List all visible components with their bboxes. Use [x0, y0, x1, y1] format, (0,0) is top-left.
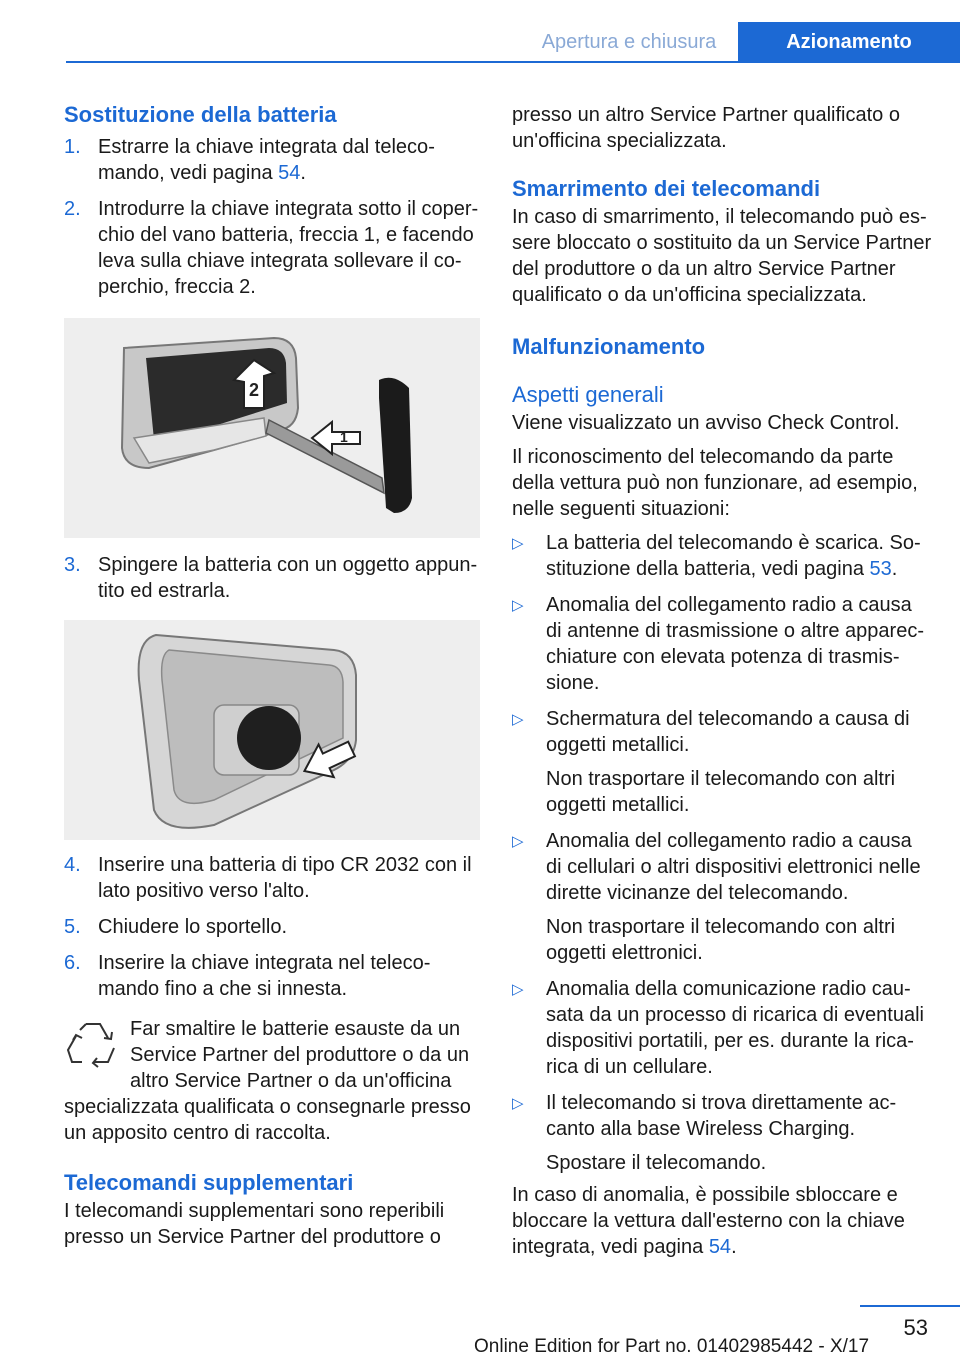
closing-punct: . [731, 1236, 737, 1258]
step-number: 5. [64, 916, 81, 938]
bullet-text: Il telecomando si trova direttamente accanto alla base Wireless Charging. [546, 1092, 897, 1140]
step-text: Inserire la chiave integrata nel telecomando fino a che si innesta. [98, 952, 431, 1000]
list-item [512, 530, 932, 582]
step-text: Estrarre la chiave integrata dal telecomando, vedi pagina [98, 136, 435, 184]
battery-illustration [64, 620, 480, 840]
bullet-note: Spostare il telecomando. [546, 1152, 767, 1174]
step-number: 3. [64, 554, 81, 576]
right-column [512, 102, 932, 1260]
bullet-text: Anomalia della comunicazione radio causata da un processo di ricarica di eventuali dispositivi portatili, per es. durante la ricarica di un cellulare. [546, 978, 924, 1078]
battery-heading: Sostituzione della batteria [64, 102, 337, 127]
bullet-row [512, 1090, 932, 1142]
page-link[interactable]: 54 [278, 162, 301, 184]
closing-text [512, 1182, 932, 1260]
bullet-triangle-icon: ▷ [512, 833, 524, 850]
bullet-row [512, 706, 932, 758]
bullet-row [512, 530, 932, 582]
general-text-1: Viene visualizzato un avviso Check Control. [512, 412, 900, 434]
bullet-row [512, 592, 932, 696]
step-punct: . [300, 162, 306, 184]
loss-heading: Smarrimento dei telecomandi [512, 176, 821, 201]
step-text: Introdurre la chiave integrata sotto il coperchio del vano batteria, freccia 1, e facendo leva sulla chiave integrata sollevare il coperchio, freccia 2. [98, 198, 479, 298]
bullet-punct: . [891, 558, 898, 580]
closing-text-body: In caso di anomalia, è possibile sbloccare e bloccare la vettura dall'esterno con la chiave integrata, vedi pagina [512, 1184, 905, 1258]
steps-list-a [64, 134, 480, 300]
svg-text:1: 1 [340, 429, 348, 445]
bullet-text-body: La batteria del telecomando è scarica. Sostituzione della batteria, vedi pagina [546, 532, 921, 580]
bullet-text: Anomalia del collegamento radio a causa di cellulari o altri dispositivi elettronici nelle dirette vicinanze del telecomando. [546, 830, 921, 904]
extra-remotes-text: I telecomandi supplementari sono reperibili presso un Service Partner del produttore o [64, 1200, 445, 1248]
step-number: 6. [64, 952, 81, 974]
recycle-note [64, 1016, 480, 1146]
edition-text: Online Edition for Part no. 01402985442 - X/17 [474, 1336, 870, 1357]
bullet-triangle-icon: ▷ [512, 981, 524, 998]
situations-list [512, 530, 932, 1176]
general-text-2: Il riconoscimento del telecomando da parte della vettura può non funzionare, ad esempio, nelle seguenti situazioni: [512, 446, 918, 520]
bullet-triangle-icon: ▷ [512, 535, 524, 552]
bullet-row [512, 828, 932, 906]
page-link[interactable]: 54 [708, 1236, 732, 1258]
list-item [512, 1090, 932, 1176]
extra-remotes-text-cont: presso un altro Service Partner qualificato o un'officina specializzata. [512, 104, 900, 152]
chapter-tab: Azionamento [738, 22, 960, 62]
bullet-row [512, 976, 932, 1080]
recycle-text: Far smaltire le batterie esauste da un Service Partner del produttore o da un altro Service Partner o da un'officina specializzata qualificata o consegnarle presso un apposito centro di raccolta. [64, 1018, 471, 1144]
steps-list-b [64, 852, 480, 1002]
malfunction-heading: Malfunzionamento [512, 334, 706, 359]
header-rule [66, 61, 960, 63]
section-tab: Apertura e chiusura [541, 30, 717, 53]
svg-text:2: 2 [249, 380, 260, 400]
step-1 [64, 134, 480, 186]
bullet-text: Schermatura del telecomando a causa di oggetti metallici. [546, 708, 910, 756]
recycle-icon [64, 1018, 122, 1072]
step-text: Inserire una batteria di tipo CR 2032 con il lato positivo verso l'alto. [98, 854, 472, 902]
loss-text: In caso di smarrimento, il telecomando può essere bloccato o sostituito da un Service Partner del produttore o da un altro Service Partner qualificato o da un'officina specializzata. [512, 206, 932, 306]
step-number: 1. [64, 136, 81, 158]
footer-rule [860, 1305, 960, 1307]
bullet-text [546, 530, 932, 582]
list-item [512, 976, 932, 1080]
step-4 [64, 852, 480, 904]
left-column [64, 100, 480, 1250]
bullet-note: Non trasportare il telecomando con altri oggetti metallici. [546, 768, 896, 816]
key-cover-illustration [64, 318, 480, 538]
list-item [512, 828, 932, 966]
step-3 [64, 552, 480, 604]
list-item [512, 706, 932, 818]
step-number: 4. [64, 854, 81, 876]
page-number: 53 [903, 1315, 928, 1340]
bullet-triangle-icon: ▷ [512, 1095, 524, 1112]
step-6 [64, 950, 480, 1002]
bullet-triangle-icon: ▷ [512, 711, 524, 728]
extra-remotes-heading: Telecomandi supplementari [64, 1170, 354, 1195]
bullet-note: Non trasportare il telecomando con altri oggetti elettronici. [546, 916, 896, 964]
step-5 [64, 914, 480, 940]
step-number: 2. [64, 198, 81, 220]
list-item [512, 592, 932, 696]
key-cover-figure [64, 318, 480, 538]
page-link[interactable]: 53 [869, 558, 892, 580]
battery-figure [64, 620, 480, 840]
bullet-text: Anomalia del collegamento radio a causa di antenne di trasmissione o altre apparecchiature con elevata potenza di trasmissione. [546, 594, 924, 694]
step-2 [64, 196, 480, 300]
general-heading: Aspetti generali [512, 382, 664, 407]
bullet-triangle-icon: ▷ [512, 597, 524, 614]
step-text: Chiudere lo sportello. [98, 916, 287, 938]
step-text: Spingere la batteria con un oggetto appuntito ed estrarla. [98, 554, 478, 602]
